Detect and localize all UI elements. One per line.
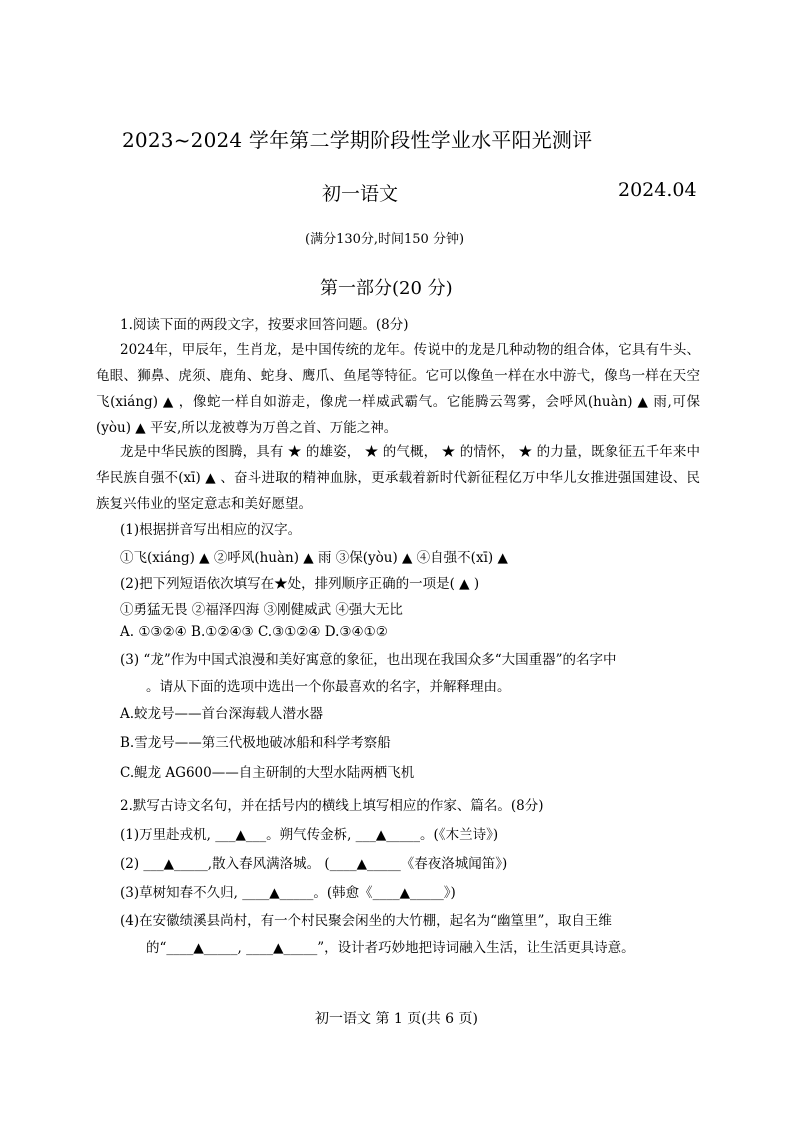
q2-line-4b: 的“____▲_____, ____▲_____”，设计者巧妙地把诗词融入生活，让生活更具诗意。: [146, 940, 635, 956]
q2-line-3: (3)草树知春不久归, ____▲_____。(韩愈《____▲_____》): [120, 885, 456, 901]
q1-sub2-options: A. ①③②④ B.①②④③ C.③①②④ D.③④①②: [120, 624, 388, 640]
q2-line-1: (1)万里赴戎机, ___▲___。朔气传金柝, ___▲_____。(《木兰诗》): [120, 827, 499, 843]
q2-line-2: (2) ___▲_____,散入春风满洛城。 (____▲_____《春夜洛城闻笛》): [120, 856, 508, 872]
q1-option-a: A.蛟龙号——首台深海载人潜水器: [120, 706, 324, 722]
q2-line-4a: (4)在安徽绩溪县尚村，有一个村民聚会闲坐的大竹棚，起名为“幽篁里”，取自王维: [120, 913, 612, 929]
subject-label: 初一语文: [322, 183, 399, 205]
q1-paragraph-2: 龙是中华民族的图腾，具有 ★ 的雄姿， ★ 的气概， ★ 的情怀， ★ 的力量，既象征五千年来中华民族自强不(xī) ▲ 、奋斗进取的精神血脉，更承载着新时代新征程亿万中华儿女推进强国建设、民族复兴伟业的坚定意志和美好愿望。: [96, 444, 700, 512]
q2-prompt: 2.默写古诗文名句，并在括号内的横线上填写相应的作家、篇名。(8分): [120, 798, 544, 814]
page-footer: 初一语文 第 1 页(共 6 页): [315, 1011, 478, 1027]
exam-title: 2023~2024 学年第二学期阶段性学业水平阳光测评: [122, 128, 593, 152]
q1-sub1: (1)根据拼音写出相应的汉字。: [120, 522, 302, 538]
q1-option-c: C.鲲龙 AG600——自主研制的大型水陆两栖飞机: [120, 765, 415, 781]
q1-sub3-line1: (3) “龙”作为中国式浪漫和美好寓意的象征，也出现在我国众多“大国重器”的名字中: [120, 652, 617, 668]
score-time-info: (满分130分,时间150 分钟): [305, 232, 465, 247]
q1-prompt: 1.阅读下面的两段文字，按要求回答问题。(8分): [120, 317, 409, 333]
part-heading: 第一部分(20 分): [320, 278, 453, 299]
q1-sub2: (2)把下列短语依次填写在★处，排列顺序正确的一项是( ▲ ): [120, 576, 480, 592]
q1-sub3-line2: 。请从下面的选项中选出一个你最喜欢的名字，并解释理由。: [146, 679, 511, 695]
q1-sub2-phrases: ①勇猛无畏 ②福泽四海 ③刚健威武 ④强大无比: [120, 602, 403, 618]
q1-paragraph-1: 2024年，甲辰年，生肖龙，是中国传统的龙年。传说中的龙是几种动物的组合体，它具有牛头、龟眼、狮鼻、虎须、鹿角、蛇身、鹰爪、鱼尾等特征。它可以像鱼一样在水中游弋，像鸟一样在天空飞(xiáng) ▲ ，像蛇一样自如游走，像虎一样威武霸气。它能腾云驾雾，会呼风(huàn) ▲ 雨,可保(yòu) ▲ 平安,所以龙被尊为万兽之首、万能之神。: [96, 342, 700, 436]
exam-date: 2024.04: [618, 179, 697, 201]
q1-sub1-items: ①飞(xiáng) ▲ ②呼风(huàn) ▲ 雨 ③保(yòu) ▲ ④自强不(xī) ▲: [120, 550, 508, 566]
q1-option-b: B.雪龙号——第三代极地破冰船和科学考察船: [120, 735, 391, 751]
